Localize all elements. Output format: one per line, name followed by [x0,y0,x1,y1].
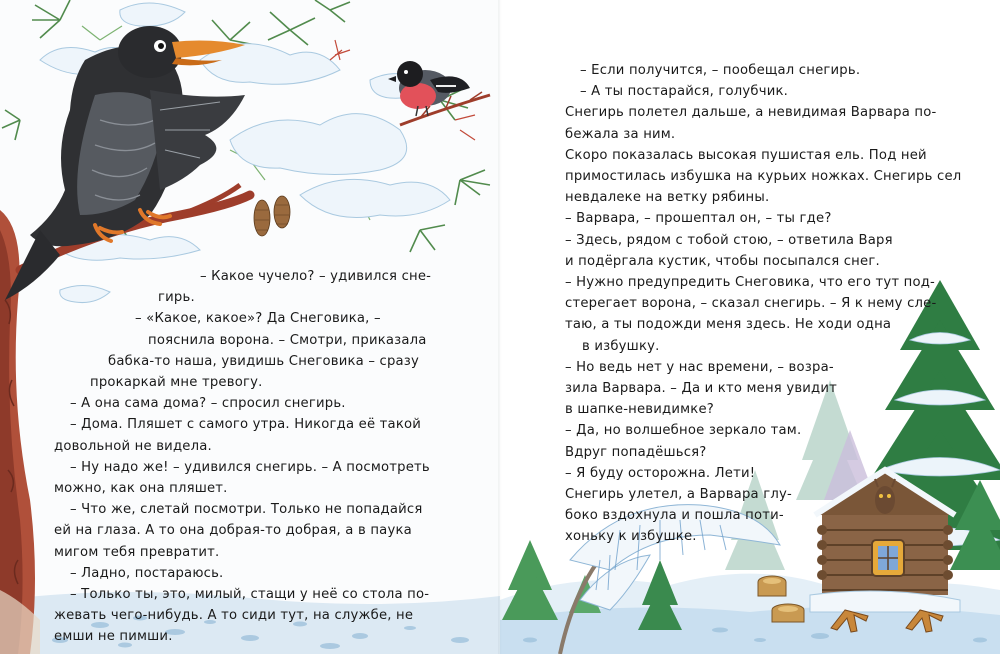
text-line: – Нужно предупредить Снеговика, что его тут под- [565,275,936,291]
text-line: – «Какое, какое»? Да Снеговика, – [135,311,381,327]
text-line: можно, как она пляшет. [54,481,228,497]
text-line: таю, а ты подожди меня здесь. Не ходи одна [565,317,892,333]
text-line: бабка-то наша, увидишь Снеговика – сразу [108,353,420,369]
left-page-text [0,266,500,648]
text-line: бежала за ним. [565,126,676,142]
text-line: Вдруг попадёшься? [565,444,707,460]
text-line: в избушку. [582,338,660,354]
text-line: – Дома. Пляшет с самого утра. Никогда её такой [70,417,422,433]
text-line: гирь. [158,290,195,306]
text-line: в шапке-невидимке? [565,402,714,418]
text-line: Скоро показалась высокая пушистая ель. Под ней [565,147,927,163]
text-line: примостилась избушка на курьих ножках. Снегирь сел [565,169,962,185]
text-line: пояснила ворона. – Смотри, приказала [148,332,427,348]
text-line: жевать чего-нибудь. А то сиди тут, на службе, не [54,608,414,624]
text-line: Снегирь полетел дальше, а невидимая Варвара по- [565,105,937,121]
text-line: емши не пимши. [54,629,173,645]
text-line: – Но ведь нет у нас времени, – возра- [565,359,834,375]
text-line: стерегает ворона, – сказал снегирь. – Я к нему сле- [565,296,937,312]
text-line: ей на глаза. А то она добрая-то добрая, а в паука [54,523,412,539]
text-line: – Ладно, постараюсь. [70,565,224,581]
text-line: хоньку к избушке. [565,529,697,545]
text-line: прокаркай мне тревогу. [90,375,263,391]
right-page-text [500,60,1000,548]
text-line: Снегирь улетел, а Варвара глу- [565,487,792,503]
text-line: – Варвара, – прошептал он, – ты где? [565,211,832,227]
text-line: – Ну надо же! – удивился снегирь. – А посмотреть [70,459,430,475]
text-line: – Только ты, это, милый, стащи у неё со стола по- [70,587,430,603]
text-line: зила Варвара. – Да и кто меня увидит [565,381,838,397]
text-line: – Я буду осторожна. Лети! [565,465,756,481]
text-line: боко вздохнула и пошла поти- [565,508,784,524]
text-line: – Да, но волшебное зеркало там. [565,423,802,439]
text-line: – Что же, слетай посмотри. Только не попадайся [70,502,423,518]
text-line: невдалеке на ветку рябины. [565,190,770,206]
text-line: – Если получится, – пообещал снегирь. [580,63,861,78]
text-line: и подёргала кустик, чтобы посыпался снег. [565,253,880,269]
right-page [500,0,1000,654]
text-line: – Здесь, рядом с тобой стою, – ответила Варя [565,232,893,248]
text-line: – А она сама дома? – спросил снегирь. [70,396,346,412]
text-line: довольной не видела. [54,438,212,454]
text-line: мигом тебя превратит. [54,544,220,560]
text-line: – А ты постарайся, голубчик. [580,84,789,100]
text-line: – Какое чучело? – удивился сне- [200,269,432,284]
page-gutter [498,0,502,654]
